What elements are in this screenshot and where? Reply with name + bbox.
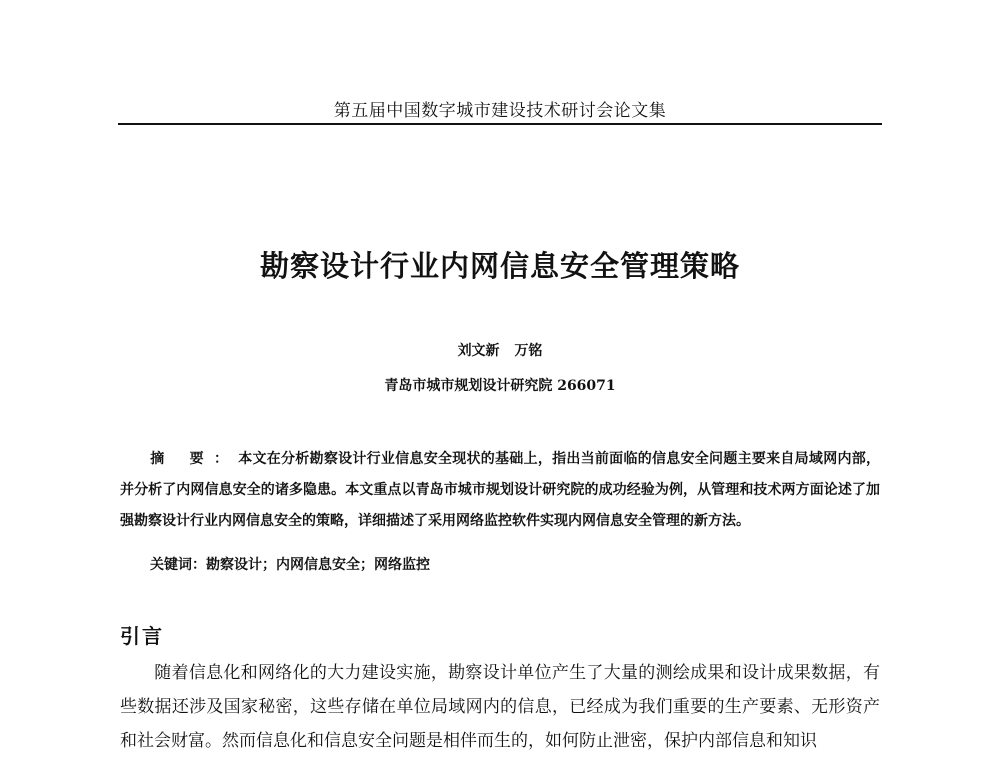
authors: 刘文新 万铭 bbox=[457, 343, 543, 359]
abstract bbox=[120, 444, 880, 537]
header-rule bbox=[118, 123, 882, 125]
keywords-text: 勘察设计；内网信息安全；网络监控 bbox=[206, 557, 430, 573]
section-heading: 引言 bbox=[120, 624, 164, 648]
abstract-label: 摘 要： bbox=[150, 451, 239, 467]
keywords-label: 关键词： bbox=[150, 557, 206, 573]
body-paragraph-text: 随着信息化和网络化的大力建设实施，勘察设计单位产生了大量的测绘成果和设计成果数据，有些数据还涉及国家秘密，这些存储在单位局域网内的信息，已经成为我们重要的生产要素、无形资产和社会财富。然而信息化和信息安全问题是相伴而生的，如何防止泄密，保护内部信息和知识 bbox=[120, 663, 880, 751]
body-paragraph bbox=[120, 656, 880, 758]
running-header: 第五届中国数字城市建设技术研讨会论文集 bbox=[333, 101, 667, 121]
keywords bbox=[150, 554, 430, 574]
abstract-text: 本文在分析勘察设计行业信息安全现状的基础上，指出当前面临的信息安全问题主要来自局域网内部，并分析了内网信息安全的诸多隐患。本文重点以青岛市城市规划设计研究院的成功经验为例，从管理和技术两方面论述了加强勘察设计行业内网信息安全的策略，详细描述了采用网络监控软件实现内网信息安全管理的新方法。 bbox=[120, 451, 881, 529]
affiliation: 青岛市城市规划设计研究院 266071 bbox=[384, 378, 616, 394]
paper-title: 勘察设计行业内网信息安全管理策略 bbox=[259, 249, 740, 283]
